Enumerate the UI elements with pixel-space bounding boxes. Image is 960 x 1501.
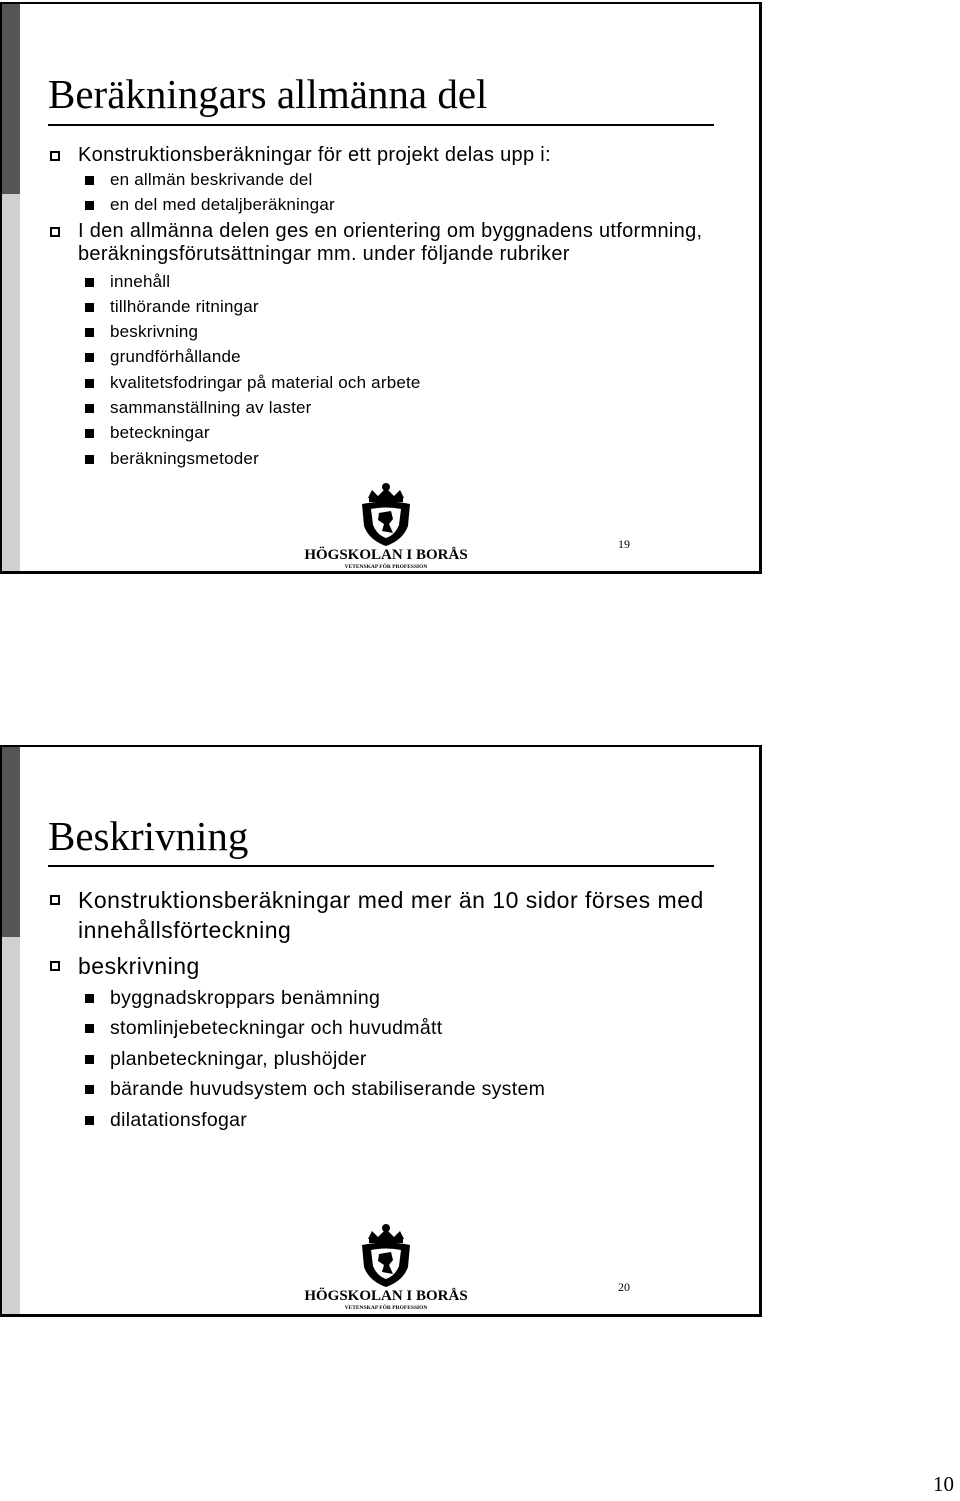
slide-sidebar-bar: [2, 4, 20, 571]
filled-square-bullet-icon: [85, 1055, 94, 1064]
sub-bullet-item: en allmän beskrivande del: [48, 167, 739, 192]
sub-bullet-item: kvalitetsfodringar på material och arbete: [48, 370, 739, 395]
page-number: 10: [933, 1472, 954, 1496]
title-divider: [48, 865, 714, 867]
slide-19: [0, 2, 762, 574]
filled-square-bullet-icon: [85, 328, 94, 337]
filled-square-bullet-icon: [85, 303, 94, 312]
filled-square-bullet-icon: [85, 278, 94, 287]
bullet-item: Konstruktionsberäkningar för ett projekt delas upp i:: [48, 144, 739, 167]
hollow-square-bullet-icon: [50, 227, 60, 237]
filled-square-bullet-icon: [85, 455, 94, 464]
filled-square-bullet-icon: [85, 404, 94, 413]
slide-content: [48, 885, 739, 1135]
filled-square-bullet-icon: [85, 1116, 94, 1125]
filled-square-bullet-icon: [85, 429, 94, 438]
sub-bullet-item: byggnadskroppars benämning: [48, 983, 739, 1013]
slide-number: 20: [618, 1280, 630, 1294]
slide-number: 19: [618, 537, 630, 551]
slide-title: Beskrivning: [48, 813, 249, 859]
slide-title: Beräkningars allmänna del: [48, 71, 488, 117]
logo-tagline: VETENSKAP FÖR PROFESSION: [344, 564, 428, 570]
bullet-item: Konstruktionsberäkningar med mer än 10 sidor förses med innehållsförteckning: [48, 885, 739, 945]
logo-name: HÖGSKOLAN I BORÅS: [304, 547, 468, 563]
sub-bullet-item: stomlinjebeteckningar och huvudmått: [48, 1013, 739, 1043]
sub-bullet-item: dilatationsfogar: [48, 1105, 739, 1135]
sub-bullet-item: sammanställning av laster: [48, 395, 739, 420]
filled-square-bullet-icon: [85, 1024, 94, 1033]
sub-bullet-item: innehåll: [48, 269, 739, 294]
bullet-item: beskrivning: [48, 951, 739, 981]
sub-bullet-item: tillhörande ritningar: [48, 294, 739, 319]
hollow-square-bullet-icon: [50, 151, 60, 161]
filled-square-bullet-icon: [85, 353, 94, 362]
bullet-item: I den allmänna delen ges en orientering om byggnadens utformning, beräkningsförutsättningar mm. under följande rubriker: [48, 220, 739, 266]
title-divider: [48, 124, 714, 126]
sub-bullet-item: beteckningar: [48, 420, 739, 445]
sub-bullet-item: grundförhållande: [48, 344, 739, 369]
sub-bullet-item: bärande huvudsystem och stabiliserande system: [48, 1074, 739, 1104]
hollow-square-bullet-icon: [50, 961, 60, 971]
filled-square-bullet-icon: [85, 201, 94, 210]
hogskolan-i-boras-logo: [294, 1221, 478, 1311]
filled-square-bullet-icon: [85, 994, 94, 1003]
slide-content: [48, 144, 739, 471]
sub-bullet-item: planbeteckningar, plushöjder: [48, 1044, 739, 1074]
sub-bullet-item: beräkningsmetoder: [48, 446, 739, 471]
hollow-square-bullet-icon: [50, 895, 60, 905]
logo-tagline: VETENSKAP FÖR PROFESSION: [344, 1305, 428, 1311]
filled-square-bullet-icon: [85, 1085, 94, 1094]
hogskolan-i-boras-logo: [294, 480, 478, 570]
slide-20: [0, 745, 762, 1317]
filled-square-bullet-icon: [85, 379, 94, 388]
sub-bullet-item: beskrivning: [48, 319, 739, 344]
slide-sidebar-bar: [2, 747, 20, 1314]
logo-name: HÖGSKOLAN I BORÅS: [304, 1288, 468, 1304]
filled-square-bullet-icon: [85, 176, 94, 185]
sub-bullet-item: en del med detaljberäkningar: [48, 192, 739, 217]
